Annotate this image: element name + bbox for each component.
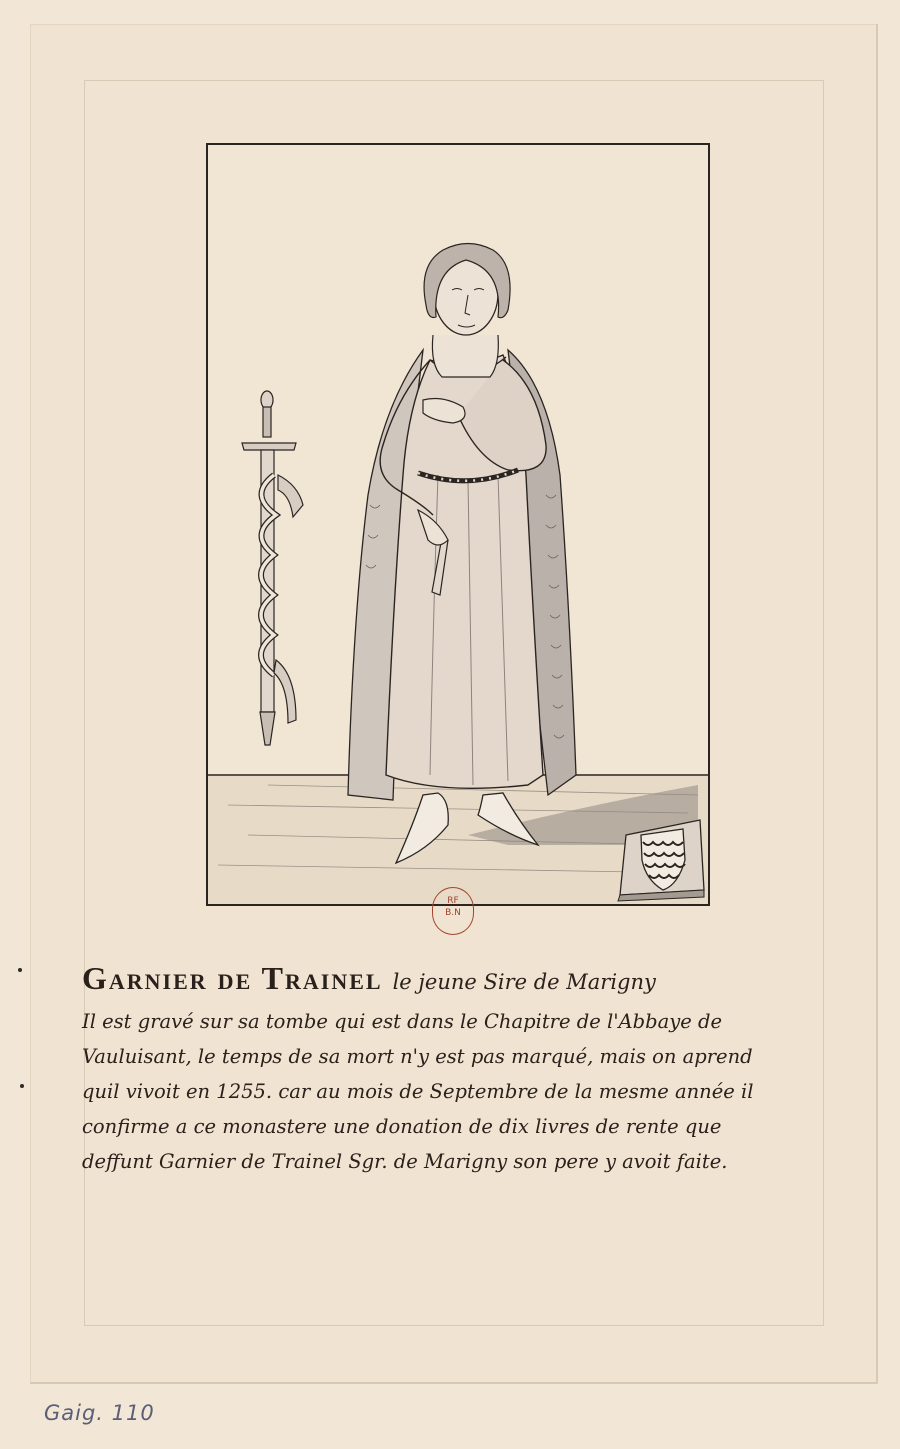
subject-name: Garnier de Trainel bbox=[82, 960, 383, 996]
caption-line: confirme a ce monastere une donation de dix livres de rente que bbox=[82, 1115, 722, 1138]
shelfmark: Gaig. 110 bbox=[44, 1401, 155, 1425]
stamp-top: RF bbox=[447, 896, 459, 906]
caption-block bbox=[82, 960, 842, 1179]
caption-line: Vauluisant, le temps de sa mort n'y est pas marqué, mais on aprend bbox=[82, 1045, 753, 1068]
sword bbox=[242, 391, 303, 745]
caption-title bbox=[82, 960, 842, 1004]
effigy-illustration bbox=[208, 145, 708, 904]
caption-line: quil vivoit en 1255. car au mois de Septembre de la mesme année il bbox=[82, 1080, 754, 1103]
ink-dot bbox=[20, 1084, 24, 1088]
neck bbox=[432, 335, 498, 377]
library-stamp bbox=[432, 887, 474, 935]
caption-line: deffunt Garnier de Trainel Sgr. de Marigny son pere y avoit faite. bbox=[82, 1150, 728, 1173]
caption-line: Il est gravé sur sa tombe qui est dans le Chapitre de l'Abbaye de bbox=[82, 1010, 723, 1033]
engraved-plate bbox=[206, 143, 710, 906]
ink-dot bbox=[18, 968, 22, 972]
stamp-bottom: B.N bbox=[445, 908, 461, 918]
subject-title: le jeune Sire de Marigny bbox=[392, 970, 656, 994]
